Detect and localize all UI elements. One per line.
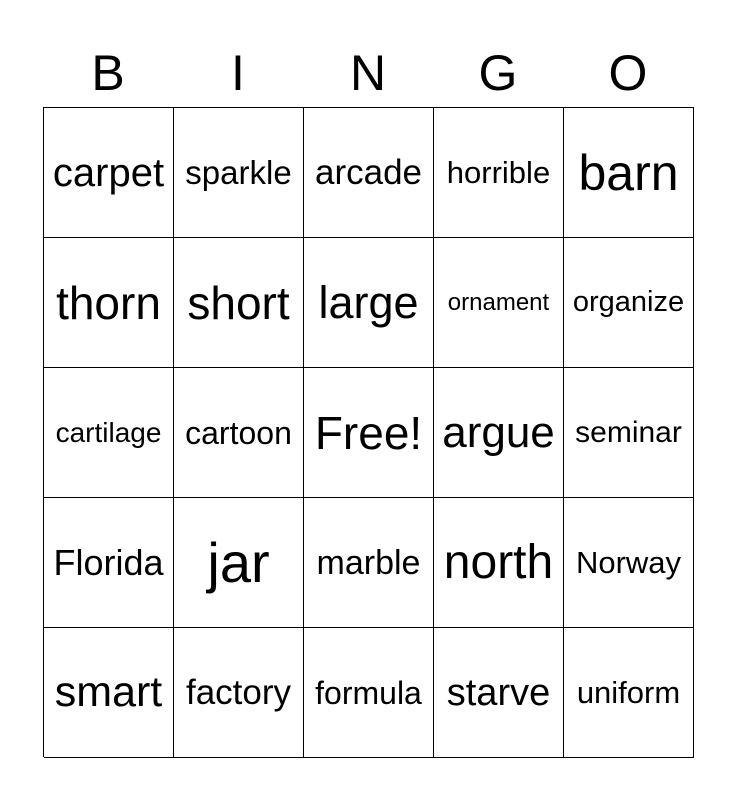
bingo-header: [43, 42, 693, 104]
bingo-cell[interactable]: seminar: [564, 368, 694, 498]
bingo-cell[interactable]: Florida: [44, 498, 174, 628]
bingo-cell[interactable]: jar: [174, 498, 304, 628]
header-letter-g: G: [478, 45, 518, 101]
bingo-cell[interactable]: ornament: [434, 238, 564, 368]
bingo-cell[interactable]: cartilage: [44, 368, 174, 498]
bingo-card-grid: [43, 107, 694, 757]
bingo-cell[interactable]: cartoon: [174, 368, 304, 498]
header-letter-n: N: [349, 45, 387, 101]
bingo-cell[interactable]: marble: [304, 498, 434, 628]
bingo-cell[interactable]: short: [174, 238, 304, 368]
bingo-cell[interactable]: argue: [434, 368, 564, 498]
bingo-cell[interactable]: organize: [564, 238, 694, 368]
header-letter-o: O: [608, 45, 648, 101]
bingo-cell[interactable]: barn: [564, 108, 694, 238]
bingo-cell[interactable]: uniform: [564, 628, 694, 758]
bingo-cell[interactable]: horrible: [434, 108, 564, 238]
bingo-cell[interactable]: sparkle: [174, 108, 304, 238]
bingo-cell[interactable]: Norway: [564, 498, 694, 628]
bingo-cell[interactable]: smart: [44, 628, 174, 758]
header-letter-i: I: [231, 45, 245, 101]
bingo-cell[interactable]: large: [304, 238, 434, 368]
bingo-cell[interactable]: formula: [304, 628, 434, 758]
bingo-cell[interactable]: carpet: [44, 108, 174, 238]
bingo-cell[interactable]: factory: [174, 628, 304, 758]
bingo-cell[interactable]: north: [434, 498, 564, 628]
free-space-cell[interactable]: Free!: [304, 368, 434, 498]
bingo-cell[interactable]: starve: [434, 628, 564, 758]
header-letter-b: B: [91, 45, 125, 101]
bingo-cell[interactable]: arcade: [304, 108, 434, 238]
bingo-cell[interactable]: thorn: [44, 238, 174, 368]
